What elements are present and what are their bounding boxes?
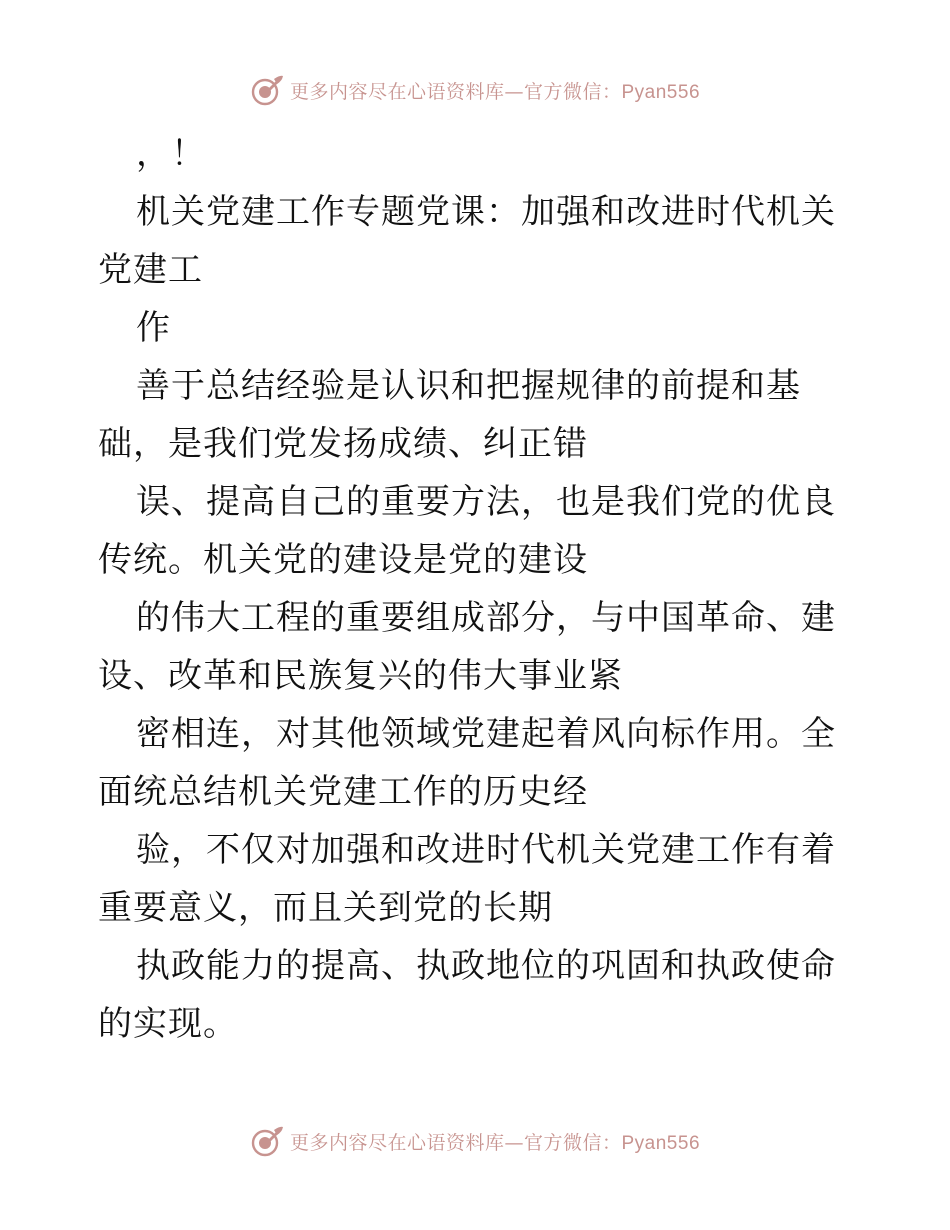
footer-watermark xyxy=(0,1121,950,1161)
watermark-label: 更多内容尽在心语资料库—官方微信： xyxy=(289,80,622,103)
watermark-text xyxy=(290,77,700,104)
watermark-wechat-id: Pyan556 xyxy=(621,1132,701,1154)
paragraph-4: 善于总结经验是认识和把握规律的前提和基础，是我们党发扬成绩、纠正错 xyxy=(98,366,801,464)
document-body xyxy=(98,125,858,1053)
paragraph-5: 误、提高自己的重要方法，也是我们党的优良传统。机关党的建设是党的建设 xyxy=(98,482,836,580)
document-title-continuation: 作 xyxy=(136,308,171,348)
paragraph-1: ，！ xyxy=(136,134,206,174)
quill-logo-icon xyxy=(250,73,284,107)
watermark-wechat-id: Pyan556 xyxy=(621,81,701,103)
quill-logo-icon xyxy=(250,1124,284,1158)
paragraph-7: 密相连，对其他领域党建起着风向标作用。全面统总结机关党建工作的历史经 xyxy=(98,714,836,812)
watermark-text xyxy=(290,1128,700,1155)
paragraph-8: 验，不仅对加强和改进时代机关党建工作有着重要意义，而且关到党的长期 xyxy=(98,830,836,928)
document-title: 机关党建工作专题党课：加强和改进时代机关党建工 xyxy=(98,192,836,290)
watermark-label: 更多内容尽在心语资料库—官方微信： xyxy=(289,1131,622,1154)
paragraph-6: 的伟大工程的重要组成部分，与中国革命、建设、改革和民族复兴的伟大事业紧 xyxy=(98,598,836,696)
paragraph-9: 执政能力的提高、执政地位的巩固和执政使命的实现。 xyxy=(98,946,836,1044)
header-watermark xyxy=(0,70,950,110)
